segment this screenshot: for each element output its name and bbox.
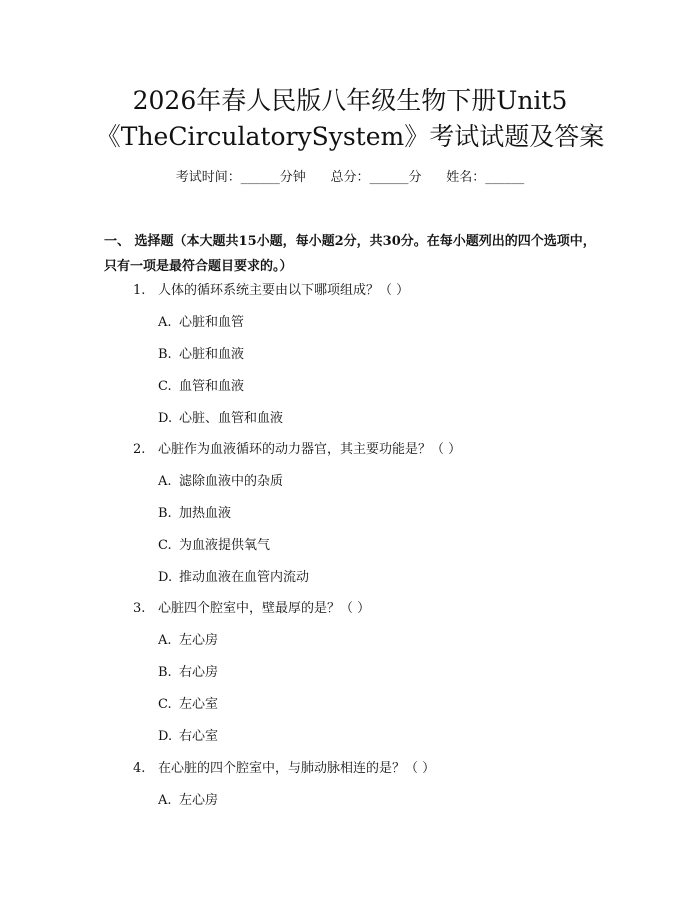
question-4 — [133, 760, 435, 778]
question-number: 4. — [133, 761, 146, 776]
option-letter: C. — [158, 379, 172, 394]
option-letter: B. — [158, 506, 172, 521]
question-text: 在心脏的四个腔室中，与肺动脉相连的是？（ ） — [158, 761, 436, 776]
option-text: 心脏和血液 — [179, 347, 245, 362]
option-letter: A. — [158, 315, 172, 330]
page-title-line-2: 《TheCirculatorySystem》考试试题及答案 — [95, 122, 605, 151]
option-text: 右心房 — [179, 665, 219, 680]
question-number: 2. — [133, 442, 146, 457]
option-text: 心脏、血管和血液 — [179, 411, 284, 426]
page-title-line-1: 2026年春人民版八年级生物下册Unit5 — [132, 86, 568, 115]
option-text: 为血液提供氧气 — [179, 538, 271, 553]
question-1-option-b — [158, 346, 244, 364]
option-text: 右心室 — [179, 729, 219, 744]
option-text: 心脏和血管 — [179, 315, 245, 330]
question-3-option-a — [158, 632, 218, 650]
question-2 — [133, 441, 461, 459]
question-3 — [133, 600, 370, 618]
option-letter: D. — [158, 411, 173, 426]
question-2-option-b — [158, 505, 231, 523]
question-1-option-a — [158, 314, 244, 332]
question-3-option-d — [158, 728, 218, 746]
option-text: 左心房 — [179, 793, 219, 808]
option-letter: D. — [158, 570, 173, 585]
question-number: 1. — [133, 283, 146, 298]
section-heading: 一、 选择题（本大题共15小题，每小题2分，共30分。在每小题列出的四个选项中，只有一项是最符合题目要求的。） — [104, 234, 596, 274]
option-text: 加热血液 — [179, 506, 232, 521]
question-1 — [133, 282, 409, 300]
option-text: 推动血液在血管内流动 — [179, 570, 310, 585]
option-text: 左心室 — [179, 697, 219, 712]
option-letter: C. — [158, 697, 172, 712]
question-text: 心脏四个腔室中，壁最厚的是？（ ） — [158, 601, 371, 616]
question-number: 3. — [133, 601, 146, 616]
option-letter: A. — [158, 474, 172, 489]
option-text: 滤除血液中的杂质 — [179, 474, 284, 489]
question-3-option-b — [158, 664, 218, 682]
question-1-option-c — [158, 378, 244, 396]
option-text: 左心房 — [179, 633, 219, 648]
option-letter: C. — [158, 538, 172, 553]
option-letter: A. — [158, 633, 172, 648]
question-4-option-a — [158, 792, 218, 810]
question-2-option-a — [158, 473, 283, 491]
question-text: 心脏作为血液循环的动力器官，其主要功能是？（ ） — [158, 442, 462, 457]
option-letter: B. — [158, 347, 172, 362]
question-3-option-c — [158, 696, 218, 714]
exam-info-line: 考试时间：______分钟 总分：______分 姓名：______ — [175, 170, 525, 185]
question-1-option-d — [158, 410, 283, 428]
option-letter: D. — [158, 729, 173, 744]
question-text: 人体的循环系统主要由以下哪项组成？（ ） — [158, 283, 410, 298]
option-text: 血管和血液 — [179, 379, 245, 394]
option-letter: B. — [158, 665, 172, 680]
question-2-option-d — [158, 569, 309, 587]
question-2-option-c — [158, 537, 270, 555]
option-letter: A. — [158, 793, 172, 808]
